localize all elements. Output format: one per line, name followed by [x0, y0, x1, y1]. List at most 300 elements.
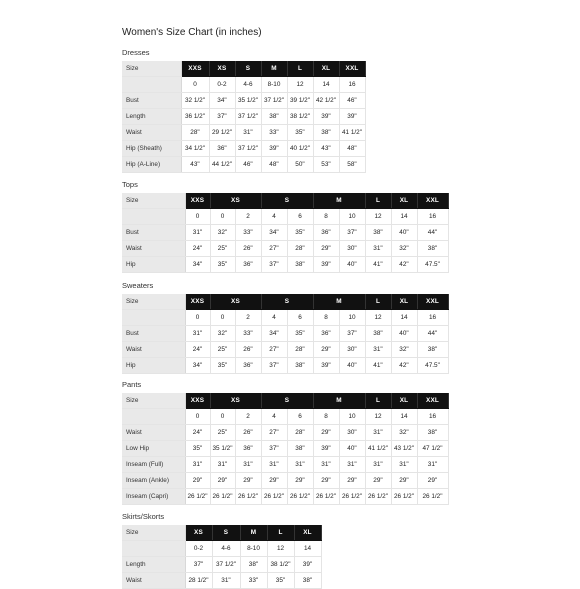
size-label-xxl: XXL	[417, 193, 448, 209]
table-cell: 29"	[313, 342, 339, 358]
size-label-xs: XS	[210, 193, 261, 209]
row-label: Bust	[122, 326, 185, 342]
table-cell: 35"	[210, 358, 235, 374]
table-cell: 31"	[261, 457, 287, 473]
size-label-s: S	[261, 193, 313, 209]
table-cell: 14	[294, 541, 321, 557]
table-cell: 38"	[365, 225, 391, 241]
table-cell: 40"	[391, 326, 417, 342]
section-title: Dresses	[122, 48, 150, 57]
table-cell: 26 1/2"	[417, 489, 448, 505]
row-label: Waist	[122, 573, 185, 589]
table-cell: 40"	[339, 257, 365, 273]
table-cell: 37"	[261, 358, 287, 374]
table-row	[122, 441, 448, 457]
page-title: Women's Size Chart (in inches)	[122, 27, 262, 38]
table-cell: 47 1/2"	[417, 441, 448, 457]
table-cell: 0	[181, 77, 209, 93]
size-label-l: L	[365, 294, 391, 310]
row-label: Hip (Sheath)	[122, 141, 181, 157]
size-label-m: M	[313, 193, 365, 209]
row-label: Length	[122, 557, 185, 573]
table-cell: 25"	[210, 241, 235, 257]
table-cell: 28 1/2"	[185, 573, 212, 589]
table-cell: 28"	[181, 125, 209, 141]
row-label: Inseam (Ankle)	[122, 473, 185, 489]
table-cell: 26 1/2"	[313, 489, 339, 505]
table-cell: 29"	[313, 241, 339, 257]
size-header-label: Size	[122, 193, 185, 209]
table-cell: 46"	[235, 157, 261, 173]
size-header-label: Size	[122, 61, 181, 77]
table-cell: 37"	[339, 326, 365, 342]
table-cell: 0	[185, 409, 210, 425]
table-cell: 35"	[185, 441, 210, 457]
size-header-label: Size	[122, 294, 185, 310]
table-cell: 33"	[261, 125, 287, 141]
size-header-row	[122, 525, 321, 541]
table-cell: 27"	[261, 241, 287, 257]
table-cell: 4-6	[212, 541, 240, 557]
size-label-xxl: XXL	[417, 393, 448, 409]
table-cell: 14	[391, 310, 417, 326]
table-cell: 46"	[339, 93, 365, 109]
table-cell: 34"	[209, 93, 235, 109]
table-cell: 44 1/2"	[209, 157, 235, 173]
table-cell: 26 1/2"	[210, 489, 235, 505]
size-label-s: S	[235, 61, 261, 77]
table-cell: 29 1/2"	[209, 125, 235, 141]
table-cell: 6	[287, 209, 313, 225]
table-cell: 35"	[287, 125, 313, 141]
table-row	[122, 425, 448, 441]
table-cell: 12	[365, 409, 391, 425]
table-cell: 33"	[240, 573, 267, 589]
table-cell: 0-2	[209, 77, 235, 93]
table-cell: 0	[210, 409, 235, 425]
row-label: Waist	[122, 342, 185, 358]
table-cell: 29"	[261, 473, 287, 489]
table-cell: 8-10	[240, 541, 267, 557]
table-cell: 29"	[365, 473, 391, 489]
table-cell: 38"	[287, 257, 313, 273]
table-cell: 38"	[240, 557, 267, 573]
table-cell: 39"	[313, 109, 339, 125]
table-cell: 31"	[185, 326, 210, 342]
table-cell: 34"	[261, 225, 287, 241]
size-label-s: S	[261, 294, 313, 310]
section-pants	[122, 380, 449, 505]
table-row	[122, 125, 365, 141]
table-cell: 24"	[185, 342, 210, 358]
size-header-label: Size	[122, 393, 185, 409]
table-cell: 40"	[339, 441, 365, 457]
table-cell: 2	[235, 209, 261, 225]
table-cell: 0	[185, 209, 210, 225]
table-cell: 16	[417, 310, 448, 326]
size-label-s: S	[261, 393, 313, 409]
table-cell: 31"	[365, 425, 391, 441]
table-cell: 16	[417, 409, 448, 425]
table-cell: 43 1/2"	[391, 441, 417, 457]
table-cell: 34"	[185, 257, 210, 273]
table-cell: 30"	[339, 241, 365, 257]
table-cell: 31"	[287, 457, 313, 473]
table-cell: 8	[313, 409, 339, 425]
table-cell: 47.5"	[417, 358, 448, 374]
table-cell: 6	[287, 310, 313, 326]
table-cell: 38"	[287, 441, 313, 457]
table-cell: 25"	[210, 342, 235, 358]
table-cell: 16	[417, 209, 448, 225]
row-label: Bust	[122, 93, 181, 109]
table-cell: 2	[235, 310, 261, 326]
table-row	[122, 157, 365, 173]
table-cell: 37"	[261, 441, 287, 457]
size-label-l: L	[365, 393, 391, 409]
size-table	[122, 193, 449, 273]
table-cell: 29"	[287, 473, 313, 489]
table-cell: 4	[261, 409, 287, 425]
table-cell: 37 1/2"	[212, 557, 240, 573]
table-cell: 50"	[287, 157, 313, 173]
section-dresses	[122, 48, 366, 173]
row-label: Waist	[122, 241, 185, 257]
table-cell: 41"	[365, 358, 391, 374]
table-cell: 31"	[339, 457, 365, 473]
table-row	[122, 457, 448, 473]
table-cell: 36 1/2"	[181, 109, 209, 125]
table-cell: 28"	[287, 342, 313, 358]
section-title: Tops	[122, 180, 138, 189]
size-table	[122, 294, 449, 374]
table-cell: 38"	[261, 109, 287, 125]
table-cell: 36"	[235, 257, 261, 273]
table-cell: 40"	[391, 225, 417, 241]
table-cell: 31"	[313, 457, 339, 473]
table-cell: 10	[339, 209, 365, 225]
table-cell: 42"	[391, 257, 417, 273]
table-cell: 0-2	[185, 541, 212, 557]
table-cell: 10	[339, 409, 365, 425]
table-cell: 31"	[185, 225, 210, 241]
table-cell: 35"	[210, 257, 235, 273]
table-cell: 38"	[365, 326, 391, 342]
table-cell: 36"	[235, 358, 261, 374]
size-label-xs: XS	[209, 61, 235, 77]
table-cell: 29"	[313, 425, 339, 441]
table-cell: 26 1/2"	[185, 489, 210, 505]
table-cell: 39"	[339, 109, 365, 125]
table-cell: 37 1/2"	[261, 93, 287, 109]
table-cell: 31"	[185, 457, 210, 473]
table-cell: 32"	[210, 225, 235, 241]
table-cell: 41 1/2"	[339, 125, 365, 141]
table-cell: 38 1/2"	[287, 109, 313, 125]
table-row	[122, 541, 321, 557]
table-cell: 31"	[365, 457, 391, 473]
table-cell: 10	[339, 310, 365, 326]
table-cell: 29"	[313, 473, 339, 489]
table-row	[122, 489, 448, 505]
row-label	[122, 310, 185, 326]
table-cell: 39"	[313, 441, 339, 457]
table-cell: 12	[365, 209, 391, 225]
table-cell: 8-10	[261, 77, 287, 93]
table-row	[122, 141, 365, 157]
size-label-xl: XL	[391, 193, 417, 209]
size-label-s: S	[212, 525, 240, 541]
size-label-l: L	[365, 193, 391, 209]
table-cell: 4	[261, 310, 287, 326]
table-row	[122, 342, 448, 358]
table-row	[122, 241, 448, 257]
table-cell: 33"	[235, 225, 261, 241]
table-cell: 29"	[235, 473, 261, 489]
table-cell: 37 1/2"	[235, 109, 261, 125]
table-cell: 28"	[287, 241, 313, 257]
size-label-m: M	[240, 525, 267, 541]
table-cell: 12	[287, 77, 313, 93]
table-cell: 53"	[313, 157, 339, 173]
table-cell: 26 1/2"	[287, 489, 313, 505]
table-cell: 38 1/2"	[267, 557, 294, 573]
table-cell: 39"	[294, 557, 321, 573]
size-label-xl: XL	[294, 525, 321, 541]
table-cell: 14	[313, 77, 339, 93]
table-cell: 43"	[181, 157, 209, 173]
table-cell: 38"	[417, 342, 448, 358]
table-cell: 0	[210, 209, 235, 225]
table-cell: 12	[267, 541, 294, 557]
table-cell: 38"	[313, 125, 339, 141]
section-title: Sweaters	[122, 281, 154, 290]
size-header-row	[122, 193, 448, 209]
table-cell: 26"	[235, 241, 261, 257]
table-row	[122, 326, 448, 342]
section-skirts-skorts	[122, 512, 322, 589]
table-cell: 39 1/2"	[287, 93, 313, 109]
table-cell: 0	[210, 310, 235, 326]
table-cell: 32"	[391, 425, 417, 441]
table-cell: 34"	[185, 358, 210, 374]
row-label	[122, 77, 181, 93]
size-label-l: L	[287, 61, 313, 77]
table-cell: 8	[313, 209, 339, 225]
table-cell: 25"	[210, 425, 235, 441]
table-cell: 42 1/2"	[313, 93, 339, 109]
size-label-l: L	[267, 525, 294, 541]
table-cell: 36"	[235, 441, 261, 457]
table-row	[122, 310, 448, 326]
size-table	[122, 525, 322, 589]
table-row	[122, 358, 448, 374]
table-cell: 37"	[339, 225, 365, 241]
table-row	[122, 473, 448, 489]
table-cell: 36"	[313, 225, 339, 241]
table-cell: 35 1/2"	[235, 93, 261, 109]
table-cell: 37"	[185, 557, 212, 573]
row-label: Length	[122, 109, 181, 125]
table-cell: 2	[235, 409, 261, 425]
row-label: Inseam (Full)	[122, 457, 185, 473]
table-cell: 24"	[185, 425, 210, 441]
table-cell: 39"	[313, 257, 339, 273]
table-cell: 28"	[287, 425, 313, 441]
table-cell: 41"	[365, 257, 391, 273]
table-cell: 27"	[261, 425, 287, 441]
section-title: Skirts/Skorts	[122, 512, 165, 521]
table-cell: 32 1/2"	[181, 93, 209, 109]
table-cell: 58"	[339, 157, 365, 173]
row-label	[122, 409, 185, 425]
table-cell: 43"	[313, 141, 339, 157]
size-label-m: M	[313, 294, 365, 310]
row-label: Hip (A-Line)	[122, 157, 181, 173]
table-cell: 26"	[235, 342, 261, 358]
table-cell: 29"	[339, 473, 365, 489]
table-cell: 40 1/2"	[287, 141, 313, 157]
size-label-xs: XS	[210, 294, 261, 310]
table-cell: 48"	[339, 141, 365, 157]
table-cell: 31"	[210, 457, 235, 473]
row-label	[122, 209, 185, 225]
table-cell: 12	[365, 310, 391, 326]
table-cell: 44"	[417, 326, 448, 342]
table-cell: 36"	[313, 326, 339, 342]
table-row	[122, 257, 448, 273]
table-cell: 0	[185, 310, 210, 326]
table-cell: 26"	[235, 425, 261, 441]
size-label-xs: XS	[210, 393, 261, 409]
table-cell: 31"	[235, 457, 261, 473]
table-cell: 14	[391, 209, 417, 225]
row-label: Waist	[122, 125, 181, 141]
table-cell: 33"	[235, 326, 261, 342]
size-label-m: M	[313, 393, 365, 409]
table-cell: 35"	[267, 573, 294, 589]
row-label: Hip	[122, 358, 185, 374]
table-cell: 6	[287, 409, 313, 425]
table-row	[122, 409, 448, 425]
row-label: Bust	[122, 225, 185, 241]
table-cell: 38"	[417, 241, 448, 257]
table-cell: 38"	[287, 358, 313, 374]
table-cell: 35 1/2"	[210, 441, 235, 457]
size-label-xl: XL	[391, 294, 417, 310]
size-label-xl: XL	[313, 61, 339, 77]
table-cell: 34 1/2"	[181, 141, 209, 157]
size-label-xxs: XXS	[185, 393, 210, 409]
table-cell: 37 1/2"	[235, 141, 261, 157]
size-label-xxs: XXS	[181, 61, 209, 77]
table-cell: 30"	[339, 425, 365, 441]
table-cell: 16	[339, 77, 365, 93]
table-cell: 44"	[417, 225, 448, 241]
table-cell: 31"	[365, 241, 391, 257]
row-label: Hip	[122, 257, 185, 273]
table-cell: 39"	[313, 358, 339, 374]
table-cell: 14	[391, 409, 417, 425]
table-cell: 38"	[417, 425, 448, 441]
row-label	[122, 541, 185, 557]
table-cell: 34"	[261, 326, 287, 342]
table-cell: 29"	[185, 473, 210, 489]
table-cell: 32"	[391, 342, 417, 358]
size-header-row	[122, 294, 448, 310]
table-cell: 29"	[391, 473, 417, 489]
table-cell: 26 1/2"	[365, 489, 391, 505]
table-cell: 37"	[209, 109, 235, 125]
size-table	[122, 393, 449, 505]
table-cell: 36"	[209, 141, 235, 157]
table-cell: 26 1/2"	[235, 489, 261, 505]
size-header-row	[122, 61, 365, 77]
table-row	[122, 225, 448, 241]
table-row	[122, 77, 365, 93]
table-row	[122, 557, 321, 573]
table-cell: 4-6	[235, 77, 261, 93]
size-header-row	[122, 393, 448, 409]
size-label-xxl: XXL	[417, 294, 448, 310]
table-cell: 26 1/2"	[391, 489, 417, 505]
size-table	[122, 61, 366, 173]
size-label-xxs: XXS	[185, 294, 210, 310]
table-cell: 38"	[294, 573, 321, 589]
table-cell: 35"	[287, 326, 313, 342]
section-title: Pants	[122, 380, 142, 389]
table-cell: 31"	[365, 342, 391, 358]
size-header-label: Size	[122, 525, 185, 541]
row-label: Waist	[122, 425, 185, 441]
table-cell: 8	[313, 310, 339, 326]
section-tops	[122, 180, 449, 273]
table-cell: 37"	[261, 257, 287, 273]
table-cell: 4	[261, 209, 287, 225]
table-cell: 29"	[417, 473, 448, 489]
table-row	[122, 209, 448, 225]
table-cell: 26 1/2"	[261, 489, 287, 505]
size-label-xxs: XXS	[185, 193, 210, 209]
table-cell: 27"	[261, 342, 287, 358]
table-cell: 32"	[391, 241, 417, 257]
table-cell: 31"	[212, 573, 240, 589]
table-cell: 31"	[391, 457, 417, 473]
table-cell: 26 1/2"	[339, 489, 365, 505]
table-cell: 31"	[417, 457, 448, 473]
row-label: Inseam (Capri)	[122, 489, 185, 505]
table-cell: 29"	[210, 473, 235, 489]
table-cell: 47.5"	[417, 257, 448, 273]
table-row	[122, 109, 365, 125]
table-cell: 30"	[339, 342, 365, 358]
row-label: Low Hip	[122, 441, 185, 457]
table-cell: 24"	[185, 241, 210, 257]
table-cell: 35"	[287, 225, 313, 241]
table-cell: 41 1/2"	[365, 441, 391, 457]
table-row	[122, 93, 365, 109]
table-row	[122, 573, 321, 589]
size-label-xxl: XXL	[339, 61, 365, 77]
table-cell: 48"	[261, 157, 287, 173]
table-cell: 40"	[339, 358, 365, 374]
table-cell: 39"	[261, 141, 287, 157]
size-label-xs: XS	[185, 525, 212, 541]
size-label-xl: XL	[391, 393, 417, 409]
size-label-m: M	[261, 61, 287, 77]
section-sweaters	[122, 281, 449, 374]
table-cell: 42"	[391, 358, 417, 374]
